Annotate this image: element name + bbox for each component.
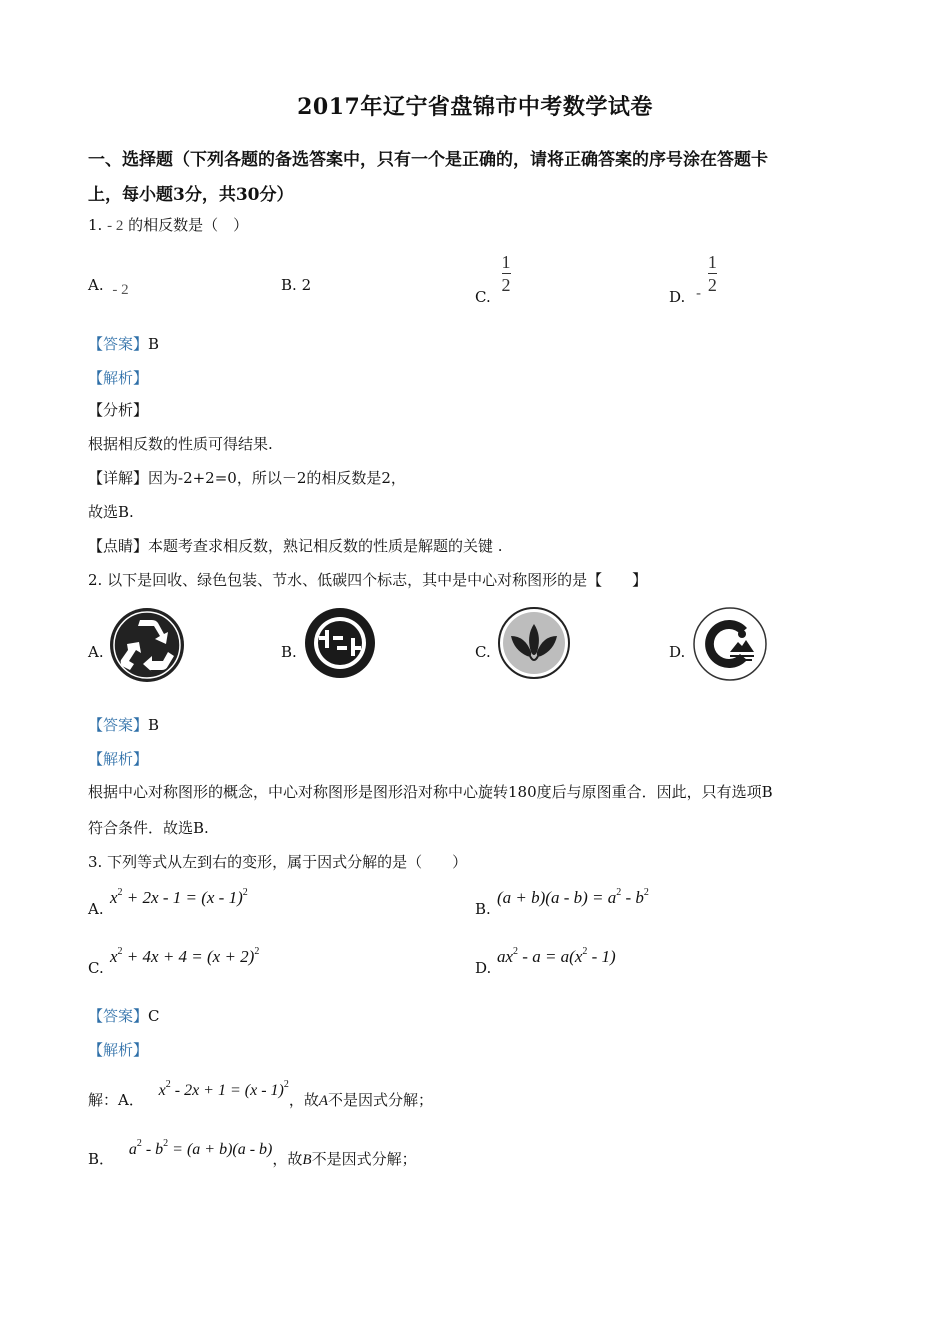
q1-analysis-tag: 【解析】 — [88, 369, 149, 387]
section-heading-line1: 一、选择题（下列各题的备选答案中，只有一个是正确的，请将正确答案的序号涂在答题卡 — [88, 150, 768, 170]
recycle-logo-icon — [108, 606, 186, 684]
low-carbon-logo-icon — [692, 606, 768, 682]
fraction-one-half — [708, 252, 717, 295]
q1-option-c — [475, 252, 511, 306]
q3-option-d-label: D. — [475, 959, 492, 977]
q3-solution-a: 解：A． $x^2 - 2x + 1 = (x - 1)^2$，故A不是因式分解； — [88, 1079, 434, 1109]
option-label: C. — [475, 287, 491, 306]
question-1-stem: 的相反数是（ ） — [128, 216, 249, 234]
green-packaging-logo-icon — [303, 606, 377, 680]
q1-explanation-4: 【点睛】本题考查求相反数，熟记相反数的性质是解题的关键 . — [88, 537, 503, 555]
q2-option-b-label: B. — [281, 643, 297, 661]
option-label: D. — [669, 287, 686, 306]
q2-explanation-1: 根据中心对称图形的概念，中心对称图形是图形沿对称中心旋转180度后与原图重合．因此，只有选项B — [88, 783, 773, 801]
fraction-denominator: 2 — [501, 275, 511, 295]
q1-option-a — [88, 275, 129, 296]
solution-a-expression: $x^2 - 2x + 1 = (x - 1)^2$ — [158, 1079, 289, 1099]
q1-explanation-1: 根据相反数的性质可得结果. — [88, 435, 273, 453]
option-label: A. — [88, 276, 104, 294]
q2-analysis-tag: 【解析】 — [88, 750, 149, 768]
answer-tag: 【答案】 — [88, 716, 149, 734]
fraction-numerator: 1 — [501, 252, 511, 272]
fraction-denominator: 2 — [707, 275, 717, 295]
option-label: B. — [281, 276, 297, 294]
solution-b-expression: $a^2 - b^2 = (a + b)(a - b)$ — [128, 1138, 273, 1158]
q3-analysis-tag: 【解析】 — [88, 1041, 149, 1059]
q1-answer — [88, 333, 159, 354]
answer-tag: 【答案】 — [88, 1007, 149, 1025]
answer-tag: 【答案】 — [88, 335, 149, 353]
q3-option-a-label: A. — [88, 900, 104, 918]
option-a-value: - 2 — [112, 282, 129, 298]
fraction-one-half — [502, 252, 511, 295]
q1-fenxi: 【分析】 — [88, 401, 149, 419]
question-3: 3. 下列等式从左到右的变形，属于因式分解的是（ ） — [88, 853, 468, 871]
q2-answer — [88, 714, 159, 735]
option-b-value: 2 — [301, 276, 312, 294]
question-1 — [88, 215, 248, 236]
q3-option-b-expression: $(a + b)(a - b) = a^2 - b^2$ — [497, 887, 649, 907]
q2-option-c-label: C. — [475, 643, 491, 661]
section-heading-line2: 上，每小题3分，共30分） — [88, 185, 294, 205]
q3-option-c-expression: $x^2 + 4x + 4 = (x + 2)^2$ — [110, 946, 260, 966]
question-2: 2. 以下是回收、绿色包装、节水、低碳四个标志，其中是中心对称图形的是【 】 — [88, 571, 648, 589]
q3-answer — [88, 1005, 160, 1026]
q1-option-d — [669, 252, 717, 306]
q1-explanation-3: 故选B. — [88, 503, 134, 521]
q3-option-b-label: B. — [475, 900, 491, 918]
q2-option-a-label: A. — [88, 643, 104, 661]
water-saving-logo-icon — [497, 606, 571, 680]
minus-sign: - — [696, 283, 702, 302]
answer-value: C — [148, 1007, 160, 1025]
answer-value: B — [148, 335, 160, 353]
q3-option-d-expression: $ax^2 - a = a(x^2 - 1)$ — [497, 946, 616, 966]
question-1-expression: - 2 — [107, 218, 124, 234]
q3-solution-b: B． $a^2 - b^2 = (a + b)(a - b)$，故B不是因式分解； — [88, 1138, 417, 1168]
q2-option-d-label: D. — [669, 643, 686, 661]
q3-option-a-expression: $x^2 + 2x - 1 = (x - 1)^2$ — [110, 887, 248, 907]
fraction-numerator: 1 — [707, 252, 717, 272]
solution-lead: 解：A． — [88, 1091, 144, 1109]
page-title: 2017年辽宁省盘锦市中考数学试卷 — [297, 94, 653, 120]
q1-explanation-2: 【详解】因为-2+2=0，所以－2的相反数是2， — [88, 469, 406, 487]
q3-option-c-label: C. — [88, 959, 104, 977]
answer-value: B — [148, 716, 160, 734]
q2-explanation-2: 符合条件．故选B. — [88, 819, 209, 837]
question-number: 1. — [88, 216, 103, 234]
q1-option-b — [281, 275, 311, 295]
solution-lead: B． — [88, 1150, 115, 1168]
